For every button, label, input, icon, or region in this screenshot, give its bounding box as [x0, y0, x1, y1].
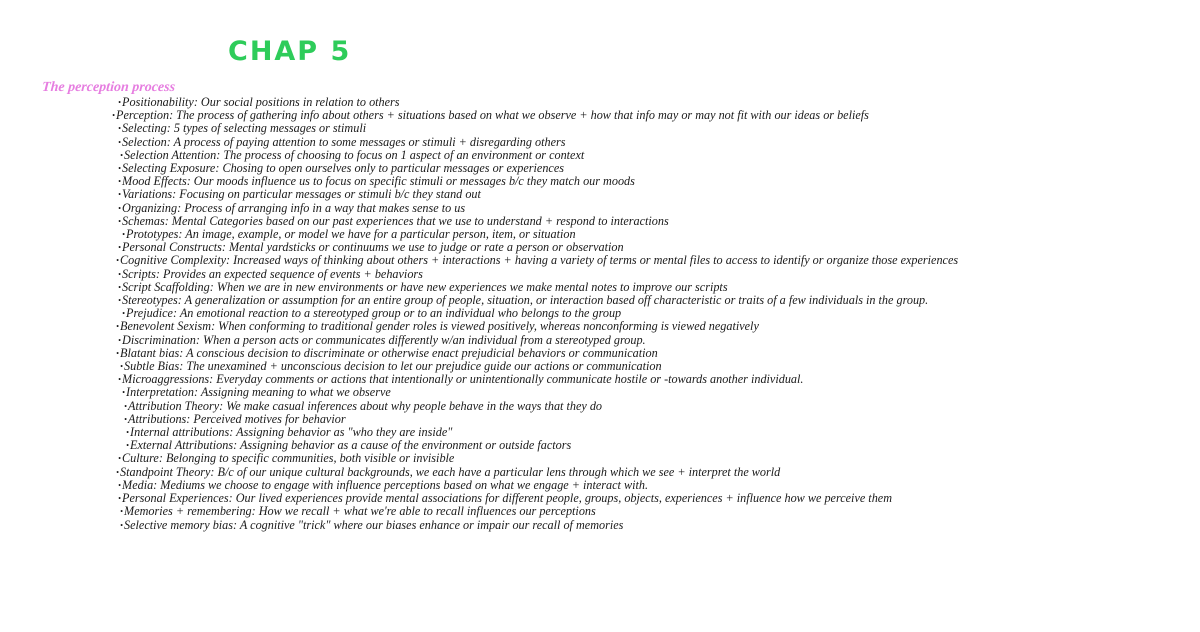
note-line: · Attributions: Perceived motives for behavior: [112, 413, 958, 426]
note-line: · Cognitive Complexity: Increased ways of thinking about others + interactions + having a variety of terms or mental files to access to identify or organize those experiences: [112, 254, 958, 267]
note-line: · Memories + remembering: How we recall + what we're able to recall influences our perceptions: [112, 505, 958, 518]
note-line: · Mood Effects: Our moods influence us to focus on specific stimuli or messages b/c they match our moods: [112, 175, 958, 188]
note-line: · Selective memory bias: A cognitive "trick" where our biases enhance or impair our recall of memories: [112, 519, 958, 532]
note-line: · Schemas: Mental Categories based on our past experiences that we use to understand + respond to interactions: [112, 215, 958, 228]
note-line: · Subtle Bias: The unexamined + unconscious decision to let our prejudice guide our actions or communication: [112, 360, 958, 373]
note-line: · Standpoint Theory: B/c of our unique cultural backgrounds, we each have a particular lens through which we see + interpret the world: [112, 466, 958, 479]
note-line: · Attribution Theory: We make casual inferences about why people behave in the ways that they do: [112, 400, 958, 413]
note-line: · Microaggressions: Everyday comments or actions that intentionally or unintentionally communicate hostile or -towards another individual.: [112, 373, 958, 386]
note-line: · Stereotypes: A generalization or assumption for an entire group of people, situation, or interaction based off characteristic or traits of a few individuals in the group.: [112, 294, 958, 307]
note-line: · Positionability: Our social positions in relation to others: [112, 96, 958, 109]
note-line: · Perception: The process of gathering info about others + situations based on what we observe + how that info may or may not fit with our ideas or beliefs: [112, 109, 958, 122]
note-line: · Variations: Focusing on particular messages or stimuli b/c they stand out: [112, 188, 958, 201]
note-line: · Benevolent Sexism: When conforming to traditional gender roles is viewed positively, whereas nonconforming is viewed negatively: [112, 320, 958, 333]
note-line: · Selection Attention: The process of choosing to focus on 1 aspect of an environment or context: [112, 149, 958, 162]
note-line: · Internal attributions: Assigning behavior as "who they are inside": [112, 426, 958, 439]
note-line: · Interpretation: Assigning meaning to what we observe: [112, 386, 958, 399]
note-line: · Scripts: Provides an expected sequence of events + behaviors: [112, 268, 958, 281]
note-line: · Prototypes: An image, example, or model we have for a particular person, item, or situation: [112, 228, 958, 241]
note-line: · Culture: Belonging to specific communities, both visible or invisible: [112, 452, 958, 465]
note-line: · Prejudice: An emotional reaction to a stereotyped group or to an individual who belongs to the group: [112, 307, 958, 320]
page-title: CHAP 5: [228, 36, 352, 67]
note-line: · Selection: A process of paying attention to some messages or stimuli + disregarding others: [112, 136, 958, 149]
notes-list: [112, 96, 958, 532]
section-heading: The perception process: [41, 80, 176, 95]
note-line: · Blatant bias: A conscious decision to discriminate or otherwise enact prejudicial behaviors or communication: [112, 347, 958, 360]
note-line: · Personal Experiences: Our lived experiences provide mental associations for different people, groups, objects, experiences + influence how we perceive them: [112, 492, 958, 505]
note-line: · Discrimination: When a person acts or communicates differently w/an individual from a stereotyped group.: [112, 334, 958, 347]
note-line: · Organizing: Process of arranging info in a way that makes sense to us: [112, 202, 958, 215]
note-line: · Script Scaffolding: When we are in new environments or have new experiences we make mental notes to improve our scripts: [112, 281, 958, 294]
note-line: · Media: Mediums we choose to engage with influence perceptions based on what we engage + interact with.: [112, 479, 958, 492]
note-line: · Personal Constructs: Mental yardsticks or continuums we use to judge or rate a person or observation: [112, 241, 958, 254]
note-line: · Selecting Exposure: Chosing to open ourselves only to particular messages or experiences: [112, 162, 958, 175]
note-line: · External Attributions: Assigning behavior as a cause of the environment or outside factors: [112, 439, 958, 452]
note-line: · Selecting: 5 types of selecting messages or stimuli: [112, 122, 958, 135]
